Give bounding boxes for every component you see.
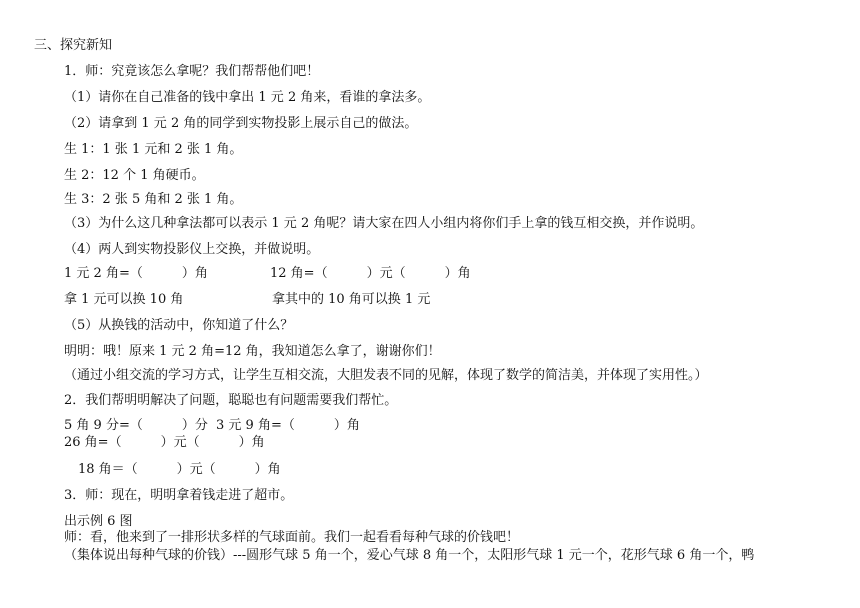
question-1: 5 角 9 分=（ ）分 xyxy=(64,418,208,433)
student-1: 生 1：1 张 1 元和 2 张 1 角。 xyxy=(64,142,243,157)
student-3: 生 3：2 张 5 角和 2 张 1 角。 xyxy=(64,192,243,207)
balloon-prices: （集体说出每种气球的价钱）---圆形气球 5 角一个，爱心气球 8 角一个，太阳形气球 1 元一个，花形气球 6 角一个，鸭 xyxy=(64,548,755,563)
step-2: （2）请拿到 1 元 2 角的同学到实物投影上展示自己的做法。 xyxy=(64,116,418,131)
section-title: 三、探究新知 xyxy=(34,38,113,53)
item-1: 1．师：究竟该怎么拿呢？我们帮帮他们吧！ xyxy=(64,64,320,79)
exchange-1: 拿 1 元可以换 10 角 xyxy=(64,292,184,307)
question-4: 18 角＝（ ）元（ ）角 xyxy=(78,462,281,477)
exchange-2: 拿其中的 10 角可以换 1 元 xyxy=(272,292,431,307)
student-2: 生 2：12 个 1 角硬币。 xyxy=(64,168,205,183)
show-figure: 出示例 6 图 xyxy=(64,514,133,529)
teaching-note: （通过小组交流的学习方式，让学生互相交流，大胆发表不同的见解，体现了数学的简洁美，并体现了实用性。） xyxy=(64,368,708,383)
step-4: （4）两人到实物投影仪上交换，并做说明。 xyxy=(64,242,320,257)
mingming-line: 明明：哦！原来 1 元 2 角=12 角，我知道怎么拿了，谢谢你们！ xyxy=(64,344,441,359)
equation-yuan-jiao: 1 元 2 角=（ ）角 xyxy=(64,266,208,281)
step-1: （1）请你在自己准备的钱中拿出 1 元 2 角来，看谁的拿法多。 xyxy=(64,90,431,105)
equation-jiao-yuan: 12 角=（ ）元（ ）角 xyxy=(270,266,471,281)
step-3: （3）为什么这几种拿法都可以表示 1 元 2 角呢？请大家在四人小组内将你们手上拿的钱互相交换，并作说明。 xyxy=(64,216,704,231)
question-2: 3 元 9 角=（ ）角 xyxy=(216,418,360,433)
item-3: 3．师：现在，明明拿着钱走进了超市。 xyxy=(64,488,294,503)
step-5: （5）从换钱的活动中，你知道了什么？ xyxy=(64,318,294,333)
item-2: 2．我们帮明明解决了问题，聪聪也有问题需要我们帮忙。 xyxy=(64,393,398,408)
teacher-line: 师：看，他来到了一排形状多样的气球面前。我们一起看看每种气球的价钱吧！ xyxy=(64,530,520,545)
question-3: 26 角=（ ）元（ ）角 xyxy=(64,435,265,450)
